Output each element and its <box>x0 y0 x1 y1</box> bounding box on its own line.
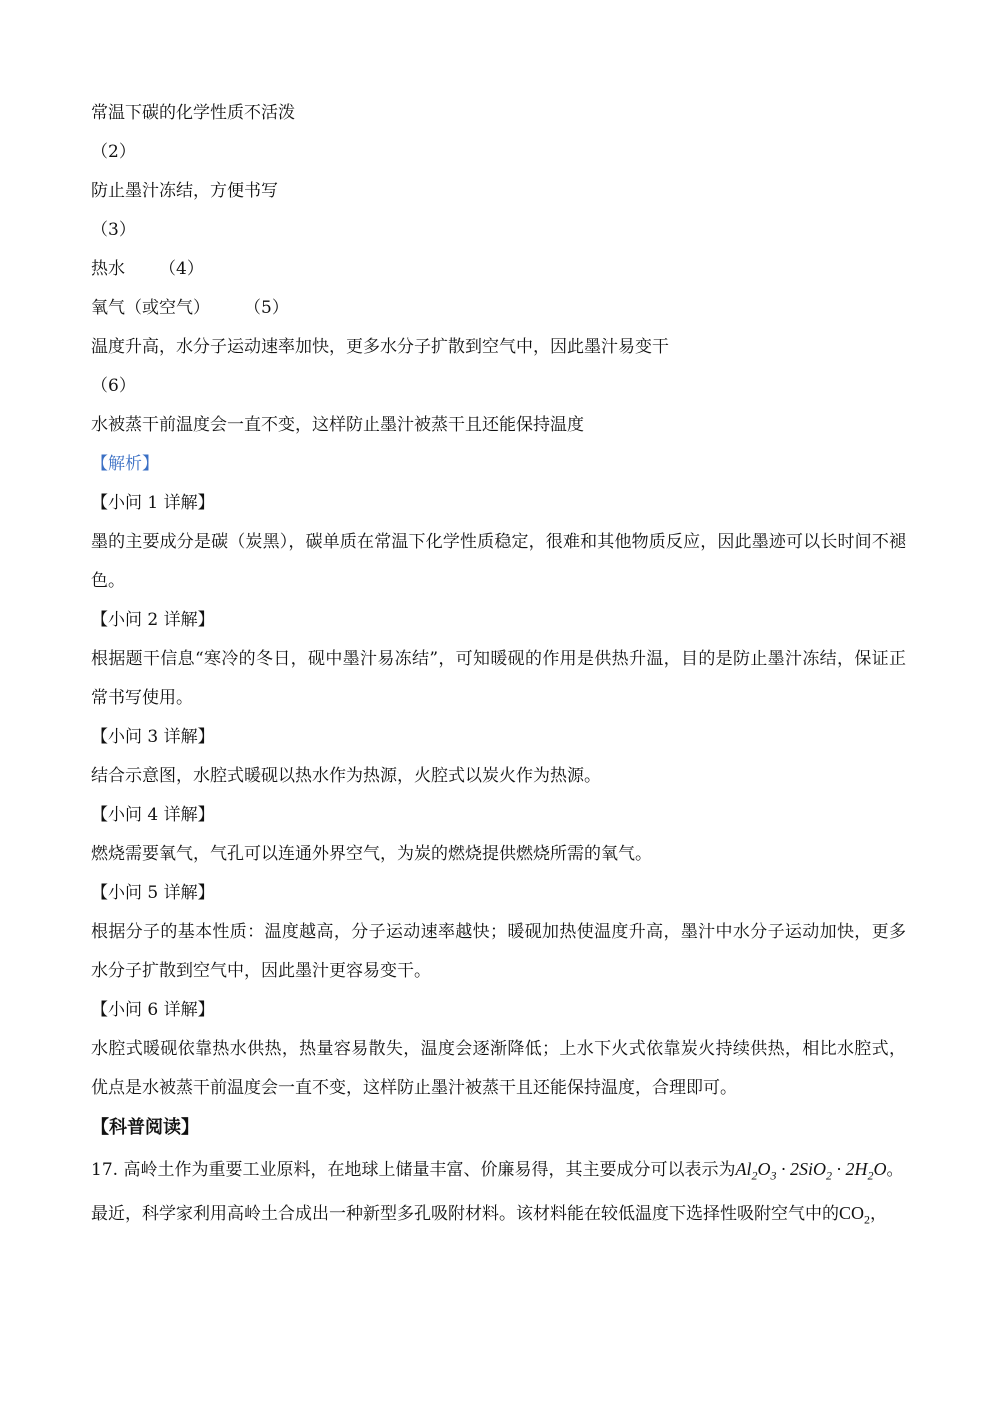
analysis-heading-5: 【小问 5 详解】 <box>91 883 215 903</box>
question-number-5: （5） <box>244 298 289 318</box>
question-17-line-1 <box>91 1147 906 1191</box>
analysis-text-5: 根据分子的基本性质：温度越高，分子运动速率越快；暖砚加热使温度升高，墨汁中水分子运动加快，更多水分子扩散到空气中，因此墨汁更容易变干。 <box>91 922 906 981</box>
formula-sio: SiO <box>798 1159 826 1179</box>
kaolin-formula <box>735 1159 887 1183</box>
analysis-text-3: 结合示意图，水腔式暖砚以热水作为热源，火腔式以炭火作为热源。 <box>91 766 601 786</box>
formula-al-sub: 2 <box>751 1168 758 1183</box>
co2-formula <box>839 1203 871 1227</box>
formula-h-sub: 2 <box>867 1168 874 1183</box>
co2-sub: 2 <box>864 1212 871 1227</box>
question-number-3: （3） <box>91 220 136 240</box>
question-17-prefix: 17. 高岭土作为重要工业原料，在地球上储量丰富、价廉易得，其主要成分可以表示为 <box>91 1160 736 1180</box>
analysis-heading-3: 【小问 3 详解】 <box>91 727 215 747</box>
formula-dot-2: · 2 <box>831 1159 855 1179</box>
question-number-6: （6） <box>91 376 136 396</box>
analysis-heading-2: 【小问 2 详解】 <box>91 610 215 630</box>
answer-1: 常温下碳的化学性质不活泼 <box>91 103 295 123</box>
formula-al: Al <box>735 1159 752 1179</box>
analysis-label: 【解析】 <box>91 454 159 474</box>
answer-5: 温度升高，水分子运动速率加快，更多水分子扩散到空气中，因此墨汁易变干 <box>91 337 669 357</box>
formula-sio-sub: 2 <box>825 1168 832 1183</box>
answer-3: 热水 <box>91 259 125 279</box>
answer-4: 氧气（或空气） <box>91 298 210 318</box>
analysis-heading-4: 【小问 4 详解】 <box>91 805 215 825</box>
question-17-suffix: 。 <box>886 1160 904 1180</box>
formula-h-o: O <box>873 1159 887 1179</box>
analysis-heading-6: 【小问 6 详解】 <box>91 1000 215 1020</box>
analysis-text-6: 水腔式暖砚依靠热水供热，热量容易散失，温度会逐渐降低；上水下火式依靠炭火持续供热，相比水腔式，优点是水被蒸干前温度会一直不变，这样防止墨汁被蒸干且还能保持温度，合理即可。 <box>91 1039 906 1098</box>
formula-o-sub: 3 <box>770 1168 777 1183</box>
question-number-4: （4） <box>159 259 204 279</box>
analysis-text-2: 根据题干信息“寒冷的冬日，砚中墨汁易冻结”，可知暖砚的作用是供热升温，目的是防止墨汁冻结，保证正常书写使用。 <box>91 649 906 708</box>
question-17-line-2-text: 最近，科学家利用高岭土合成出一种新型多孔吸附材料。该材料能在较低温度下选择性吸附空气中的 <box>91 1204 839 1224</box>
section-title: 【科普阅读】 <box>91 1117 199 1138</box>
formula-h: H <box>854 1159 868 1179</box>
analysis-text-4: 燃烧需要氧气，气孔可以连通外界空气，为炭的燃烧提供燃烧所需的氧气。 <box>91 844 652 864</box>
analysis-text-1: 墨的主要成分是碳（炭黑），碳单质在常温下化学性质稳定，很难和其他物质反应，因此墨迹可以长时间不褪色。 <box>91 532 906 591</box>
question-17-line-2 <box>91 1191 906 1235</box>
analysis-heading-1: 【小问 1 详解】 <box>91 493 215 513</box>
formula-dot-1: · 2 <box>776 1159 799 1179</box>
question-17-line-2-end: ， <box>870 1204 888 1224</box>
document-page <box>91 94 906 1235</box>
answer-3-row <box>91 250 906 289</box>
formula-o: O <box>757 1159 771 1179</box>
answer-2: 防止墨汁冻结，方便书写 <box>91 181 278 201</box>
question-number-2: （2） <box>91 142 136 162</box>
answer-4-row <box>91 289 906 328</box>
answer-6: 水被蒸干前温度会一直不变，这样防止墨汁被蒸干且还能保持温度 <box>91 415 584 435</box>
co2-base: CO <box>839 1203 865 1223</box>
